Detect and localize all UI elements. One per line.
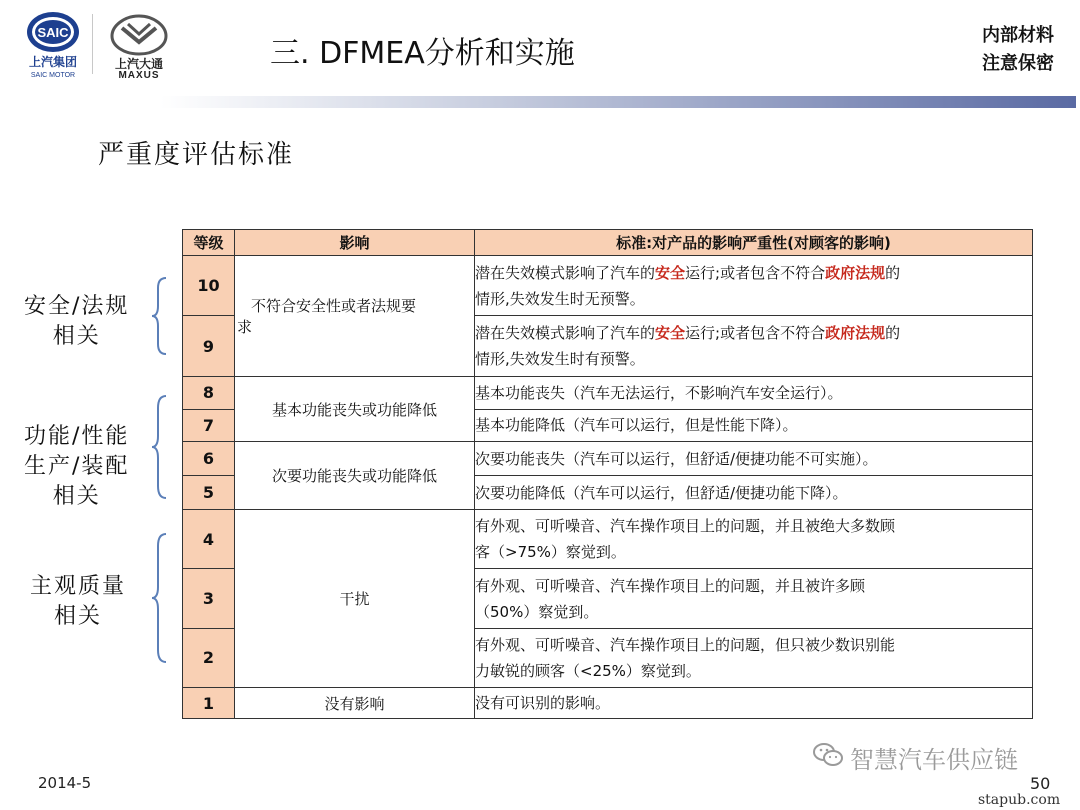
section-title: 严重度评估标准: [98, 140, 295, 170]
impact-cell-basic: 基本功能丧失或功能降低: [235, 376, 475, 442]
group-label-quality: [30, 572, 126, 632]
grade-cell: 7: [183, 409, 235, 442]
std-highlight: 政府法规: [825, 324, 886, 343]
grade-cell: 2: [183, 628, 235, 687]
brace-function: [150, 394, 170, 500]
group-label-safety-line1: 安全/法规: [24, 294, 130, 319]
header-grade: 等级: [183, 230, 235, 256]
standard-cell: [475, 628, 1033, 687]
std-text: 力敏锐的顾客（<25%）察觉到。: [475, 661, 701, 680]
standard-cell: 次要功能丧失（汽车可以运行，但舒适/便捷功能不可实施）。: [475, 442, 1033, 476]
grade-cell: 3: [183, 569, 235, 628]
footer-date: 2014-5: [38, 774, 92, 792]
impact-cell-none: 没有影响: [235, 688, 475, 719]
grade-cell: 10: [183, 256, 235, 316]
group-label-function: [24, 422, 129, 512]
svg-text:SAIC MOTOR: SAIC MOTOR: [30, 72, 76, 79]
header-gradient-bar: [160, 96, 1076, 108]
confidential-line-1: 内部材料: [982, 25, 1054, 46]
std-text: 的: [885, 263, 901, 282]
std-text: 的: [885, 324, 901, 343]
group-label-safety: [24, 292, 129, 352]
logo-divider: [92, 14, 93, 74]
table-row: [183, 688, 1033, 719]
standard-cell: 次要功能降低（汽车可以运行，但舒适/便捷功能下降）。: [475, 476, 1033, 510]
standard-cell: 基本功能降低（汽车可以运行，但是性能下降）。: [475, 409, 1033, 442]
impact-cell-secondary: 次要功能丧失或功能降低: [235, 442, 475, 510]
confidential-line-2: 注意保密: [982, 53, 1054, 74]
grade-cell: 6: [183, 442, 235, 476]
grade-cell: 1: [183, 688, 235, 719]
group-label-safety-line2: 相关: [52, 324, 101, 349]
group-label-quality-line2: 相关: [54, 604, 103, 629]
brace-quality: [150, 532, 170, 664]
table-row: [183, 256, 1033, 316]
table-row: [183, 509, 1033, 568]
confidential-label: [982, 22, 1054, 78]
svg-text:SAIC: SAIC: [37, 25, 69, 40]
group-label-function-line2: 生产/装配: [24, 454, 130, 479]
header-standard: 标准:对产品的影响严重性(对顾客的影响): [475, 230, 1033, 256]
std-text: 有外观、可听噪音、汽车操作项目上的问题，并且被绝大多数顾: [475, 517, 896, 536]
standard-cell: [475, 256, 1033, 316]
site-watermark: stapub.com: [978, 792, 1061, 808]
impact-safety-line2: 求: [237, 317, 253, 336]
group-label-function-line1: 功能/性能: [24, 424, 130, 449]
std-text: 情形,失效发生时无预警。: [475, 289, 645, 308]
wechat-icon: [812, 741, 844, 775]
std-text: 客（>75%）察觉到。: [475, 543, 626, 562]
std-text: 有外观、可听噪音、汽车操作项目上的问题，并且被许多顾: [475, 576, 866, 595]
group-label-function-line3: 相关: [52, 484, 101, 509]
svg-text:上汽集团: 上汽集团: [28, 55, 78, 69]
watermark: [812, 740, 1018, 775]
std-text: 运行;或者包含不符合: [685, 263, 826, 282]
grade-cell: 4: [183, 509, 235, 568]
std-highlight: 安全: [655, 324, 686, 343]
standard-cell: [475, 509, 1033, 568]
maxus-logo: [104, 12, 174, 78]
svg-text:上汽大通: 上汽大通: [114, 57, 164, 71]
grade-cell: 9: [183, 316, 235, 376]
standard-cell: 没有可识别的影响。: [475, 688, 1033, 719]
impact-cell-interference: 干扰: [235, 509, 475, 687]
table-row: [183, 442, 1033, 476]
std-text: 情形,失效发生时有预警。: [475, 350, 645, 369]
grade-cell: 8: [183, 376, 235, 409]
standard-cell: [475, 569, 1033, 628]
slide-title: 三. DFMEA分析和实施: [270, 36, 575, 71]
std-highlight: 安全: [655, 263, 686, 282]
impact-cell-safety: [235, 256, 475, 377]
impact-safety-line1: 不符合安全性或者法规要: [251, 296, 417, 315]
std-text: 运行;或者包含不符合: [685, 324, 826, 343]
page-number: 50: [1030, 774, 1051, 793]
header-impact: 影响: [235, 230, 475, 256]
std-text: 潜在失效模式影响了汽车的: [475, 324, 656, 343]
standard-cell: [475, 316, 1033, 376]
table-header-row: [183, 230, 1033, 256]
std-text: 有外观、可听噪音、汽车操作项目上的问题，但只被少数识别能: [475, 635, 896, 654]
svg-text:MAXUS: MAXUS: [118, 70, 160, 78]
std-text: （50%）察觉到。: [475, 602, 599, 621]
std-highlight: 政府法规: [825, 263, 886, 282]
watermark-text: 智慧汽车供应链: [850, 746, 1018, 774]
std-text: 潜在失效模式影响了汽车的: [475, 263, 656, 282]
table-row: [183, 376, 1033, 409]
saic-logo: [24, 10, 82, 80]
severity-table: [182, 229, 1033, 719]
grade-cell: 5: [183, 476, 235, 510]
group-label-quality-line1: 主观质量: [30, 574, 127, 599]
standard-cell: 基本功能丧失（汽车无法运行，不影响汽车安全运行）。: [475, 376, 1033, 409]
brace-safety: [150, 276, 170, 356]
